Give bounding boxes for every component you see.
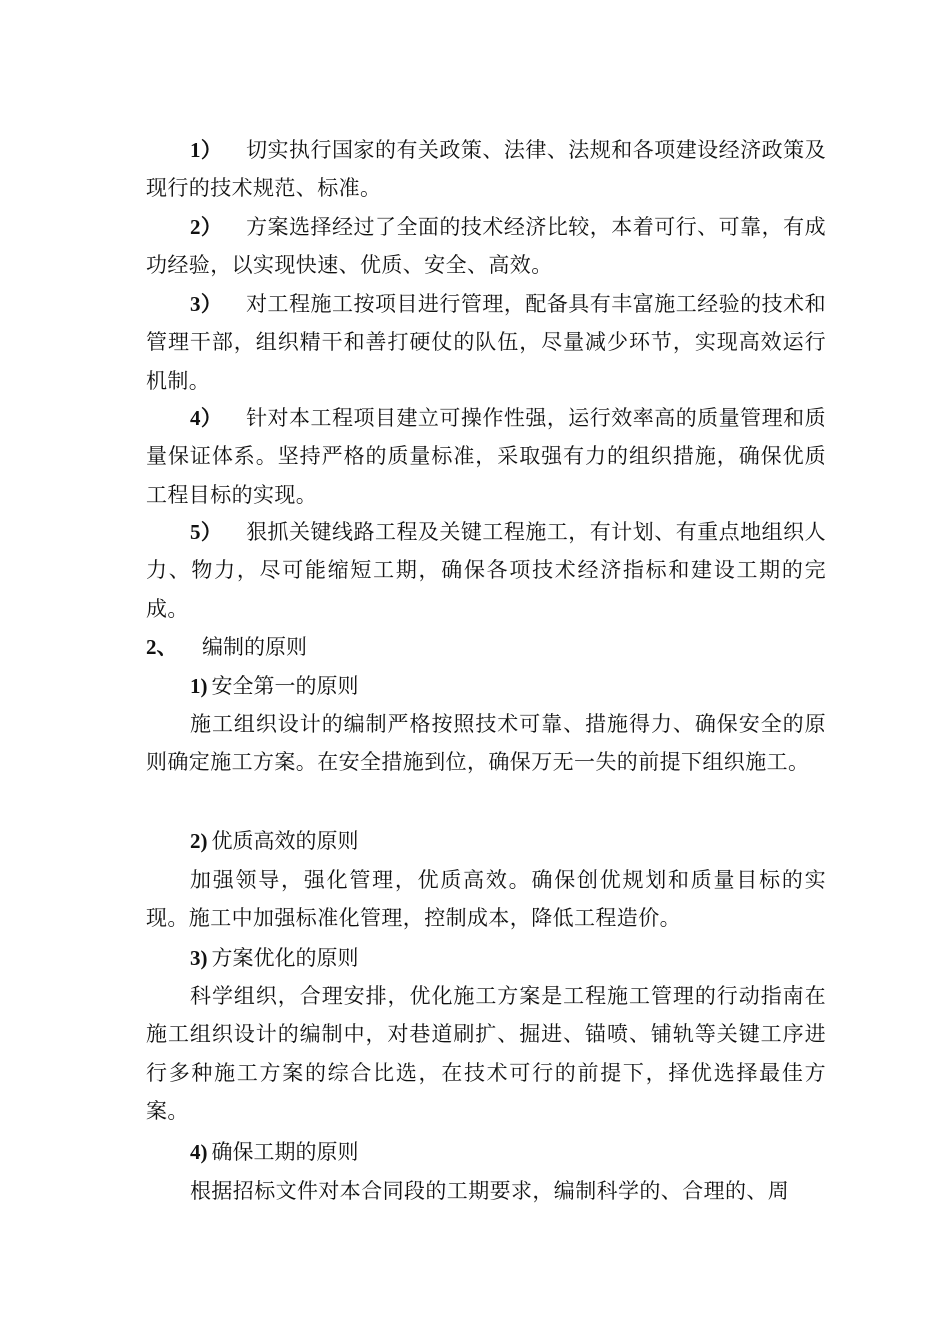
list-item-5 <box>146 513 826 628</box>
principle-body-3: 科学组织，合理安排，优化施工方案是工程施工管理的行动指南在施工组织设计的编制中，对巷道刷扩、掘进、锚喷、铺轨等关键工序进行多种施工方案的综合比选，在技术可行的前提下，择优选择最佳方案。 <box>146 984 826 1123</box>
principle-number: 4) <box>190 1140 208 1164</box>
principle-title: 方案优化的原则 <box>211 946 359 970</box>
principle-heading-4 <box>190 1133 359 1171</box>
list-item-1 <box>146 131 826 208</box>
principle-title: 优质高效的原则 <box>211 829 359 853</box>
list-item-4 <box>146 399 826 514</box>
section-title: 编制的原则 <box>202 635 307 659</box>
item-text: 切实执行国家的有关政策、法律、法规和各项建设经济政策及现行的技术规范、标准。 <box>146 138 826 201</box>
list-item-3 <box>146 285 826 400</box>
principle-number: 3) <box>190 946 208 970</box>
principle-heading-3 <box>190 939 359 977</box>
principle-heading-1 <box>190 667 359 705</box>
item-text: 方案选择经过了全面的技术经济比较，本着可行、可靠，有成功经验，以实现快速、优质、安全、高效。 <box>146 215 826 278</box>
section-number: 2、 <box>146 635 178 659</box>
principle-heading-2 <box>190 822 359 860</box>
item-text: 对工程施工按项目进行管理，配备具有丰富施工经验的技术和管理干部，组织精干和善打硬仗的队伍，尽量减少环节，实现高效运行机制。 <box>146 292 826 393</box>
principle-title: 安全第一的原则 <box>211 674 359 698</box>
item-number: 1） <box>190 138 223 162</box>
item-text: 针对本工程项目建立可操作性强，运行效率高的质量管理和质量保证体系。坚持严格的质量标准，采取强有力的组织措施，确保优质工程目标的实现。 <box>146 406 826 507</box>
principle-number: 2) <box>190 829 208 853</box>
section-heading <box>146 628 307 666</box>
item-number: 5） <box>190 520 223 544</box>
list-item-2 <box>146 208 826 285</box>
principle-number: 1) <box>190 674 208 698</box>
item-text: 狠抓关键线路工程及关键工程施工，有计划、有重点地组织人力、物力，尽可能缩短工期，确保各项技术经济指标和建设工期的完成。 <box>146 520 826 621</box>
item-number: 2） <box>190 215 223 239</box>
principle-title: 确保工期的原则 <box>211 1140 359 1164</box>
principle-body-2: 加强领导，强化管理，优质高效。确保创优规划和质量目标的实现。施工中加强标准化管理，控制成本，降低工程造价。 <box>146 868 826 931</box>
item-number: 4） <box>190 406 223 430</box>
principle-body-1: 施工组织设计的编制严格按照技术可靠、措施得力、确保安全的原则确定施工方案。在安全措施到位，确保万无一失的前提下组织施工。 <box>146 712 826 775</box>
item-number: 3） <box>190 292 223 316</box>
principle-body-4: 根据招标文件对本合同段的工期要求，编制科学的、合理的、周 <box>190 1179 790 1203</box>
